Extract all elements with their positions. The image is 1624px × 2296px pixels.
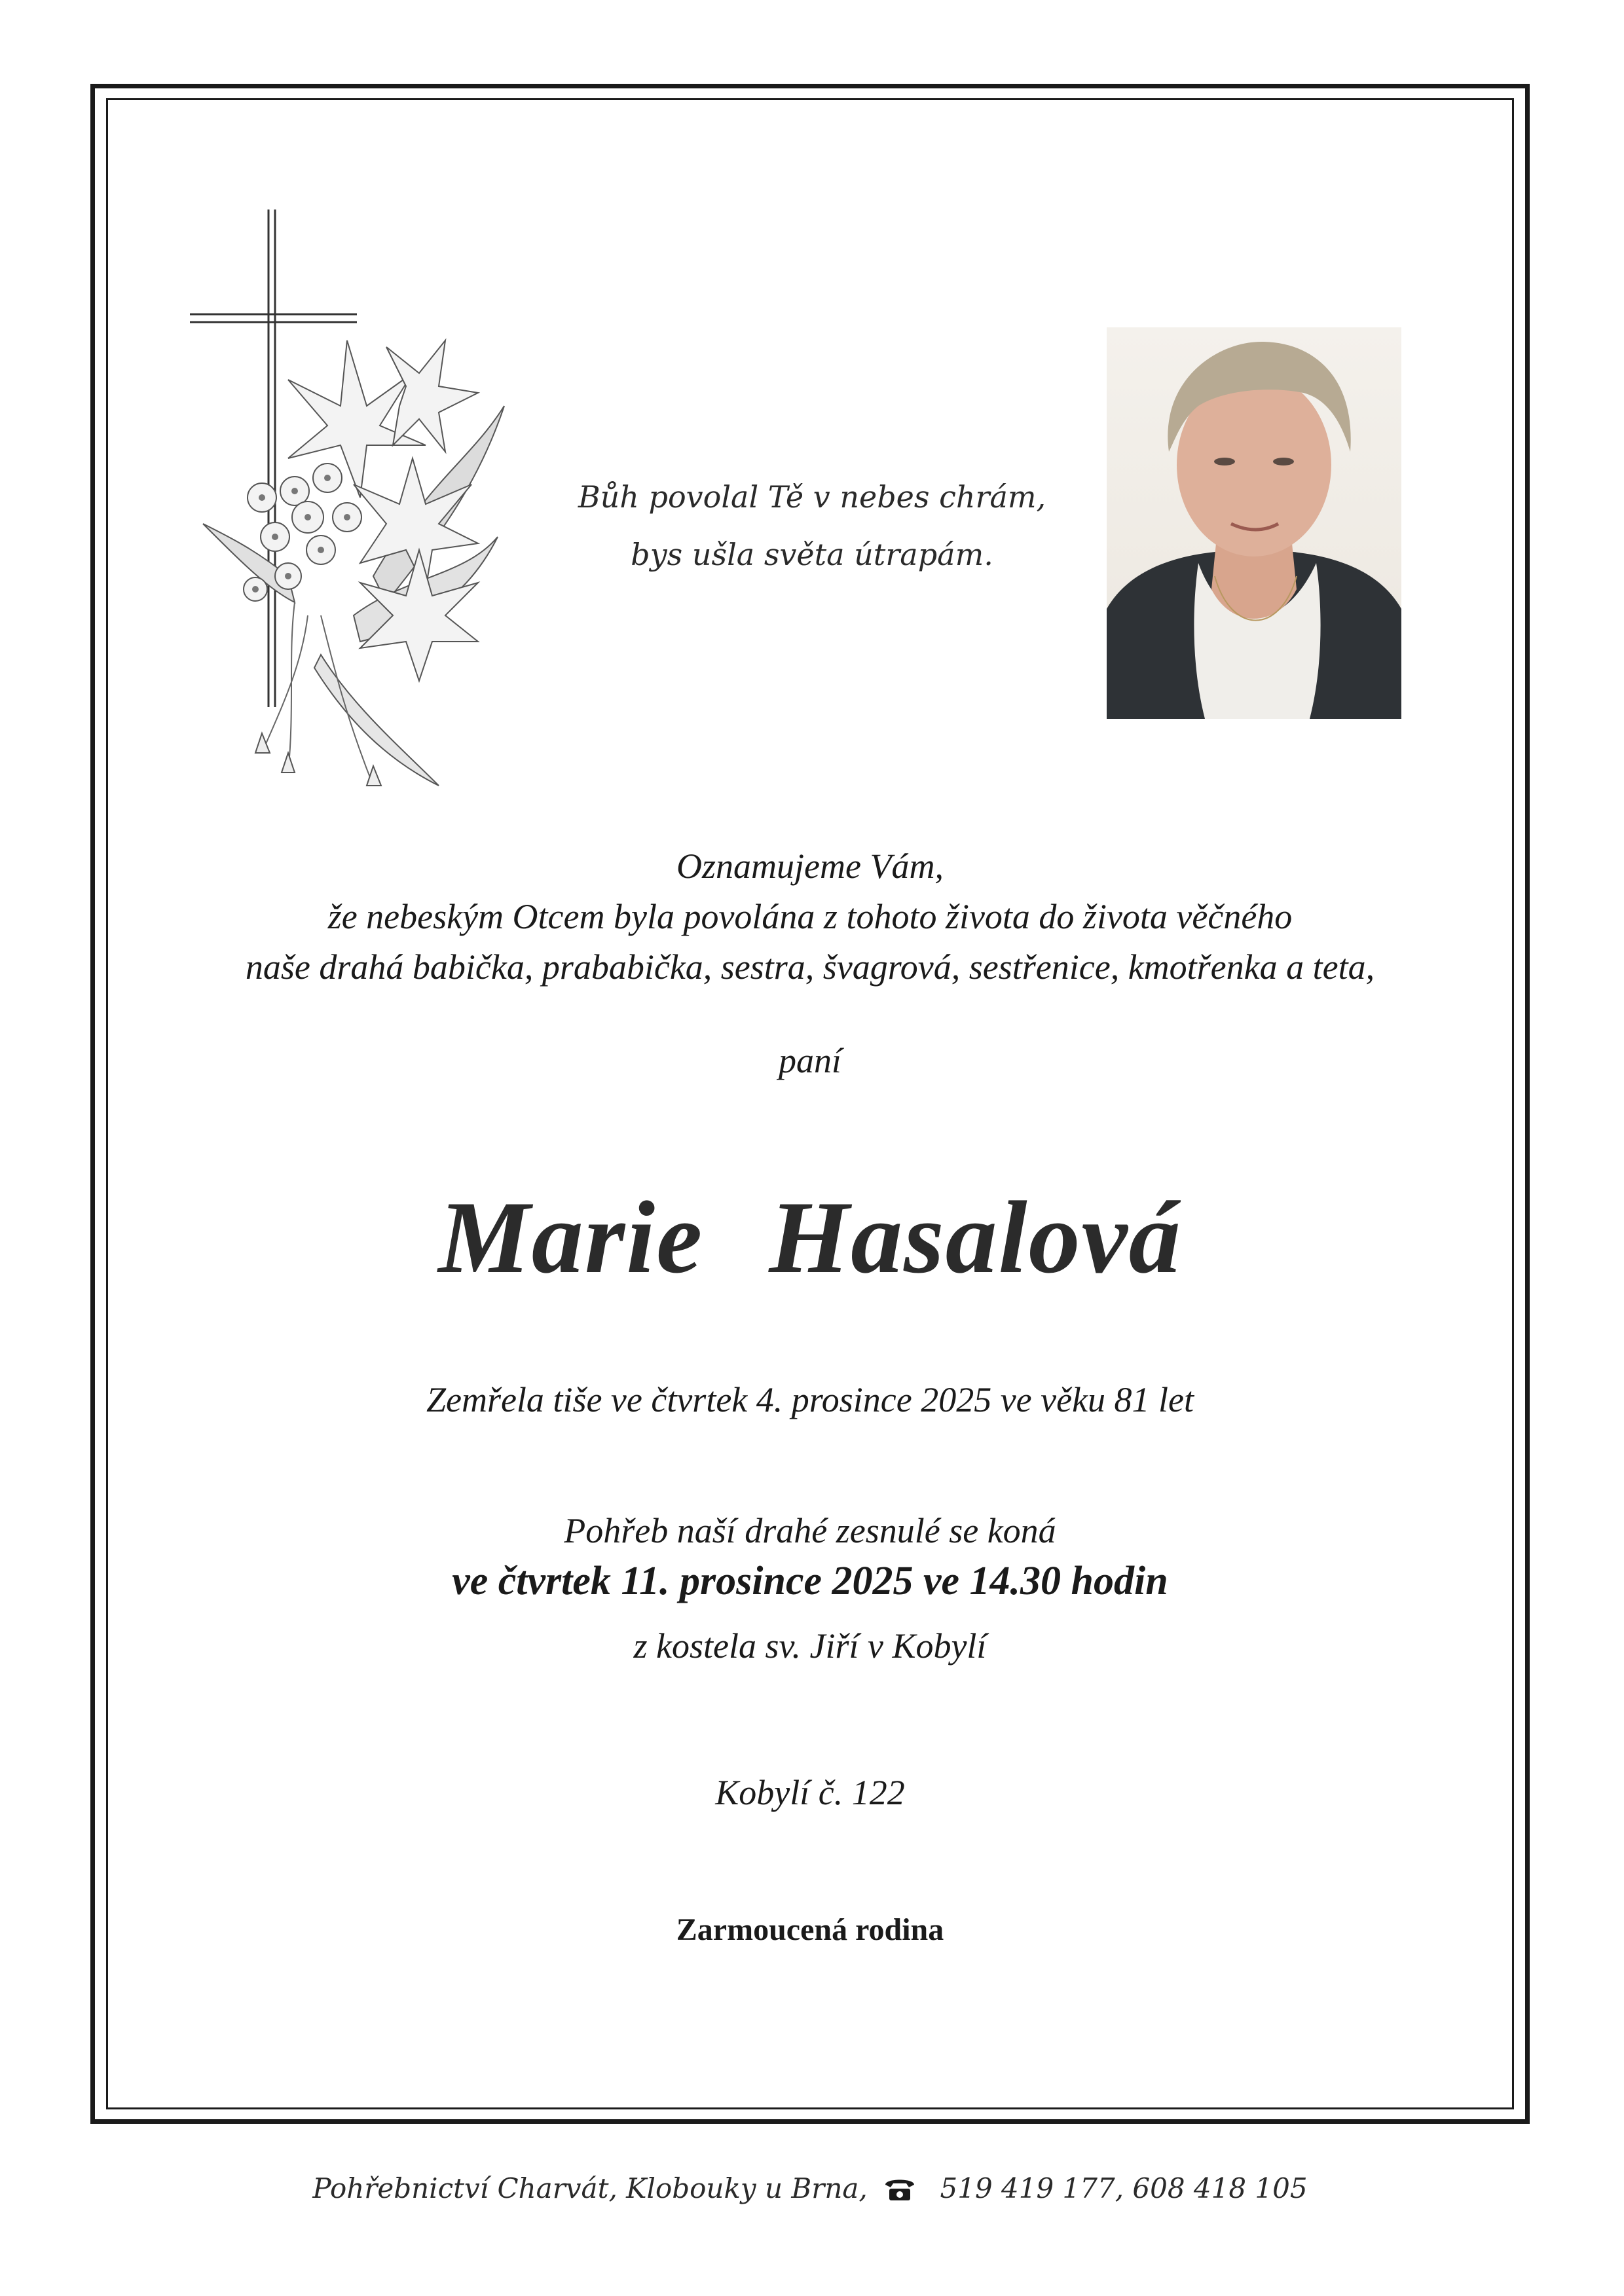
verse-line-2: bys ušla světa útrapám. — [631, 537, 993, 572]
address: Kobylí č. 122 — [715, 1773, 905, 1812]
signature: Zarmoucená rodina — [676, 1912, 944, 1947]
telephone-icon — [883, 2176, 917, 2208]
deceased-name — [106, 1178, 1514, 1298]
phone-numbers: 519 419 177, 608 418 105 — [940, 2172, 1308, 2204]
death-info: Zemřela tiše ve čtvrtek 4. prosince 2025 ve věku 81 let — [426, 1380, 1194, 1419]
footer — [106, 2172, 1514, 2208]
announcement-line-1: Oznamujeme Vám, — [676, 847, 944, 886]
cross-with-lilies-icon — [190, 210, 530, 812]
announcement-line-3: naše drahá babička, prababička, sestra, švagrová, sestřenice, kmotřenka a teta, — [245, 947, 1375, 987]
verse-line-1: Bůh povolal Tě v nebes chrám, — [578, 479, 1046, 515]
funeral-company: Pohřebnictví Charvát, Klobouky u Brna, — [312, 2172, 868, 2204]
title-pani: paní — [778, 1041, 841, 1080]
first-name: Marie — [438, 1180, 704, 1295]
funeral-datetime: ve čtvrtek 11. prosince 2025 ve 14.30 hodin — [452, 1559, 1168, 1603]
funeral-intro: Pohřeb naší drahé zesnulé se koná — [564, 1511, 1056, 1550]
announcement-line-2: že nebeským Otcem byla povolána z tohoto života do života věčného — [327, 897, 1293, 936]
portrait-photo — [1107, 327, 1401, 719]
funeral-place: z kostela sv. Jiří v Kobylí — [633, 1626, 987, 1666]
last-name: Hasalová — [769, 1180, 1182, 1295]
